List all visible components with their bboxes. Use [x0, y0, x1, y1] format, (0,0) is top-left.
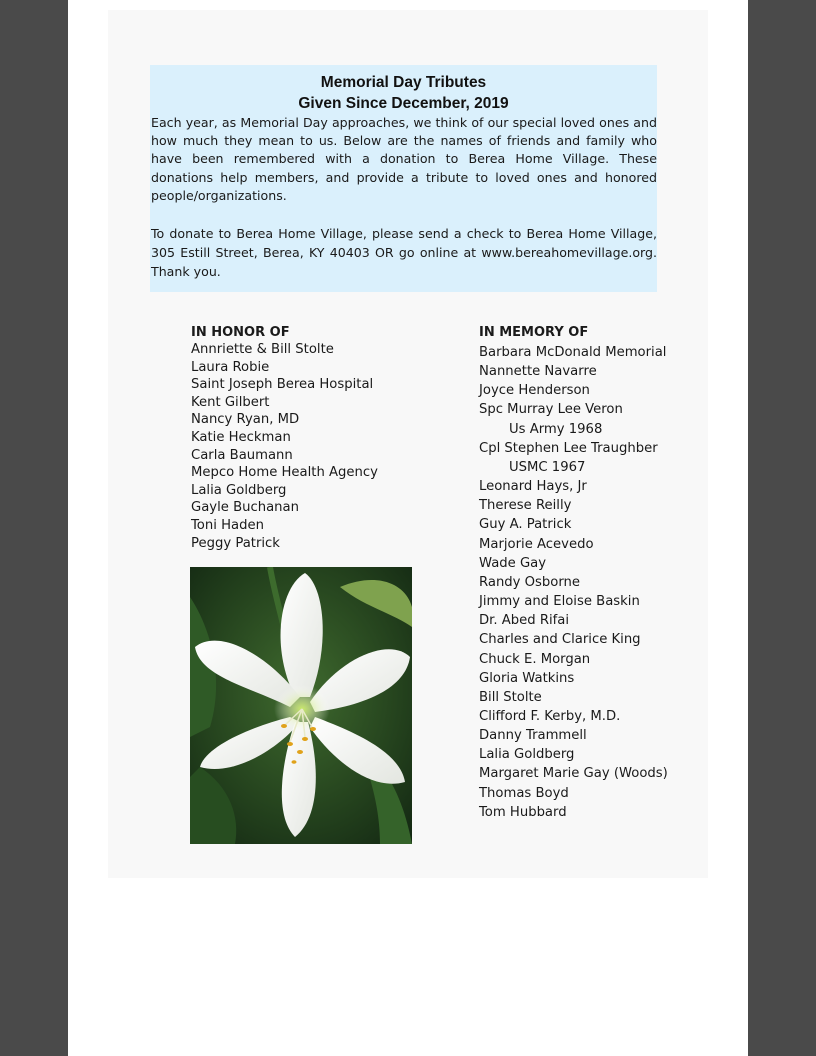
document-page [68, 0, 748, 1056]
list-item: Cpl Stephen Lee Traughber [479, 440, 658, 456]
list-item: Randy Osborne [479, 574, 581, 590]
list-item: Us Army 1968 [509, 421, 603, 437]
easter-lily-image [190, 567, 412, 844]
in-honor-heading: IN HONOR OF [191, 325, 290, 340]
list-item: USMC 1967 [509, 459, 586, 475]
list-item: Toni Haden [191, 517, 264, 533]
list-item: Mepco Home Health Agency [191, 465, 378, 481]
list-item: Leonard Hays, Jr [479, 479, 587, 495]
list-item: Katie Heckman [191, 429, 291, 445]
list-item: Lalia Goldberg [191, 482, 287, 498]
list-item: Kent Gilbert [191, 394, 270, 410]
page-title: Memorial Day Tributes [320, 74, 487, 91]
list-item: Nancy Ryan, MD [191, 412, 300, 428]
list-item: Clifford F. Kerby, M.D. [479, 708, 621, 724]
donation-paragraph: To donate to Berea Home Village, please send a check to Berea Home Village, 305 Estill Street, Berea, KY 40403 OR go online at www.bereahomevillage.org. Thank you. [151, 226, 657, 280]
list-item: Wade Gay [479, 555, 547, 571]
list-item: Nannette Navarre [479, 364, 597, 380]
list-item: Annriette & Bill Stolte [191, 342, 334, 357]
in-honor-column [191, 324, 451, 552]
intro-paragraph: Each year, as Memorial Day approaches, we think of our special loved ones and how much they mean to us. Below are the names of friends and family who have been remembered with a donation to Berea Home Village. These donations help members, and provide a tribute to loved ones and honored people/organizations. [151, 115, 657, 203]
list-item: Thomas Boyd [479, 785, 569, 801]
list-item: Peggy Patrick [191, 535, 280, 551]
tribute-card [108, 10, 708, 878]
in-honor-list [191, 341, 451, 552]
list-item: Charles and Clarice King [479, 632, 641, 648]
list-item: Barbara McDonald Memorial [479, 345, 667, 360]
list-item: Dr. Abed Rifai [479, 613, 570, 629]
list-item: Margaret Marie Gay (Woods) [479, 766, 668, 782]
list-item: Marjorie Acevedo [479, 536, 594, 552]
list-item: Jimmy and Eloise Baskin [479, 594, 640, 610]
list-item: Therese Reilly [479, 498, 572, 514]
list-item: Joyce Henderson [479, 383, 590, 399]
list-item: Carla Baumann [191, 447, 293, 463]
list-item: Guy A. Patrick [479, 517, 572, 533]
in-memory-heading: IN MEMORY OF [479, 325, 589, 340]
list-item: Chuck E. Morgan [479, 651, 591, 667]
intro-box [150, 65, 657, 292]
list-item: Danny Trammell [479, 728, 587, 744]
list-item: Tom Hubbard [479, 804, 567, 820]
list-item: Spc Murray Lee Veron [479, 402, 623, 418]
list-item: Gloria Watkins [479, 670, 575, 686]
list-item: Lalia Goldberg [479, 747, 575, 763]
in-memory-column [479, 324, 719, 822]
list-item: Laura Robie [191, 359, 270, 375]
in-memory-list [479, 343, 719, 822]
page-subtitle: Given Since December, 2019 [298, 95, 509, 112]
list-item: Bill Stolte [479, 689, 542, 705]
list-item: Gayle Buchanan [191, 500, 299, 516]
list-item: Saint Joseph Berea Hospital [191, 377, 374, 393]
